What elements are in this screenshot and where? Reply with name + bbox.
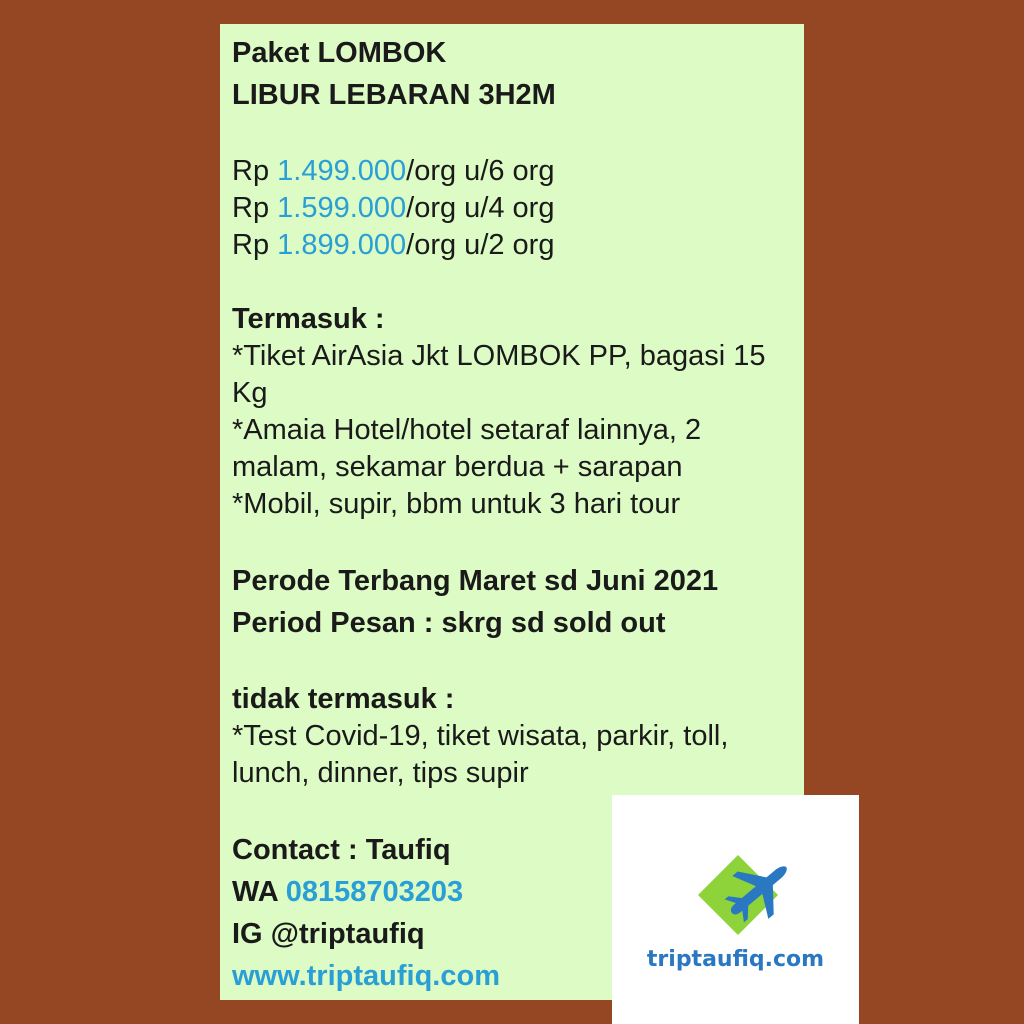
contact-name: Contact : Taufiq	[232, 834, 451, 866]
logo-card	[612, 795, 859, 1024]
logo-text: triptaufiq.com	[646, 947, 825, 972]
price-line: Rp 1.599.000/org u/4 org	[232, 192, 555, 224]
package-title: Paket LOMBOK	[232, 37, 447, 69]
included-item: *Amaia Hotel/hotel setaraf lainnya, 2 malam, sekamar berdua + sarapan	[232, 414, 702, 483]
price-amount-link[interactable]: 1.899.000	[277, 229, 407, 261]
airplane-icon	[698, 855, 796, 935]
price-amount-link[interactable]: 1.599.000	[277, 192, 407, 224]
package-subtitle: LIBUR LEBARAN 3H2M	[232, 79, 556, 111]
price-amount-link[interactable]: 1.499.000	[277, 155, 407, 187]
included-heading: Termasuk :	[232, 303, 385, 335]
booking-period: Period Pesan : skrg sd sold out	[232, 607, 666, 639]
excluded-heading: tidak termasuk :	[232, 683, 455, 715]
website-link[interactable]: www.triptaufiq.com	[232, 960, 500, 992]
price-line: Rp 1.899.000/org u/2 org	[232, 229, 555, 261]
contact-instagram: IG @triptaufiq	[232, 918, 425, 950]
price-line: Rp 1.499.000/org u/6 org	[232, 155, 555, 187]
whatsapp-number-link[interactable]: 08158703203	[285, 876, 464, 908]
fly-period: Perode Terbang Maret sd Juni 2021	[232, 565, 719, 597]
excluded-item: *Test Covid-19, tiket wisata, parkir, toll, lunch, dinner, tips supir	[232, 720, 729, 789]
included-item: *Mobil, supir, bbm untuk 3 hari tour	[232, 488, 681, 520]
contact-whatsapp: WA 08158703203	[232, 876, 464, 908]
included-item: *Tiket AirAsia Jkt LOMBOK PP, bagasi 15 Kg	[232, 340, 766, 409]
